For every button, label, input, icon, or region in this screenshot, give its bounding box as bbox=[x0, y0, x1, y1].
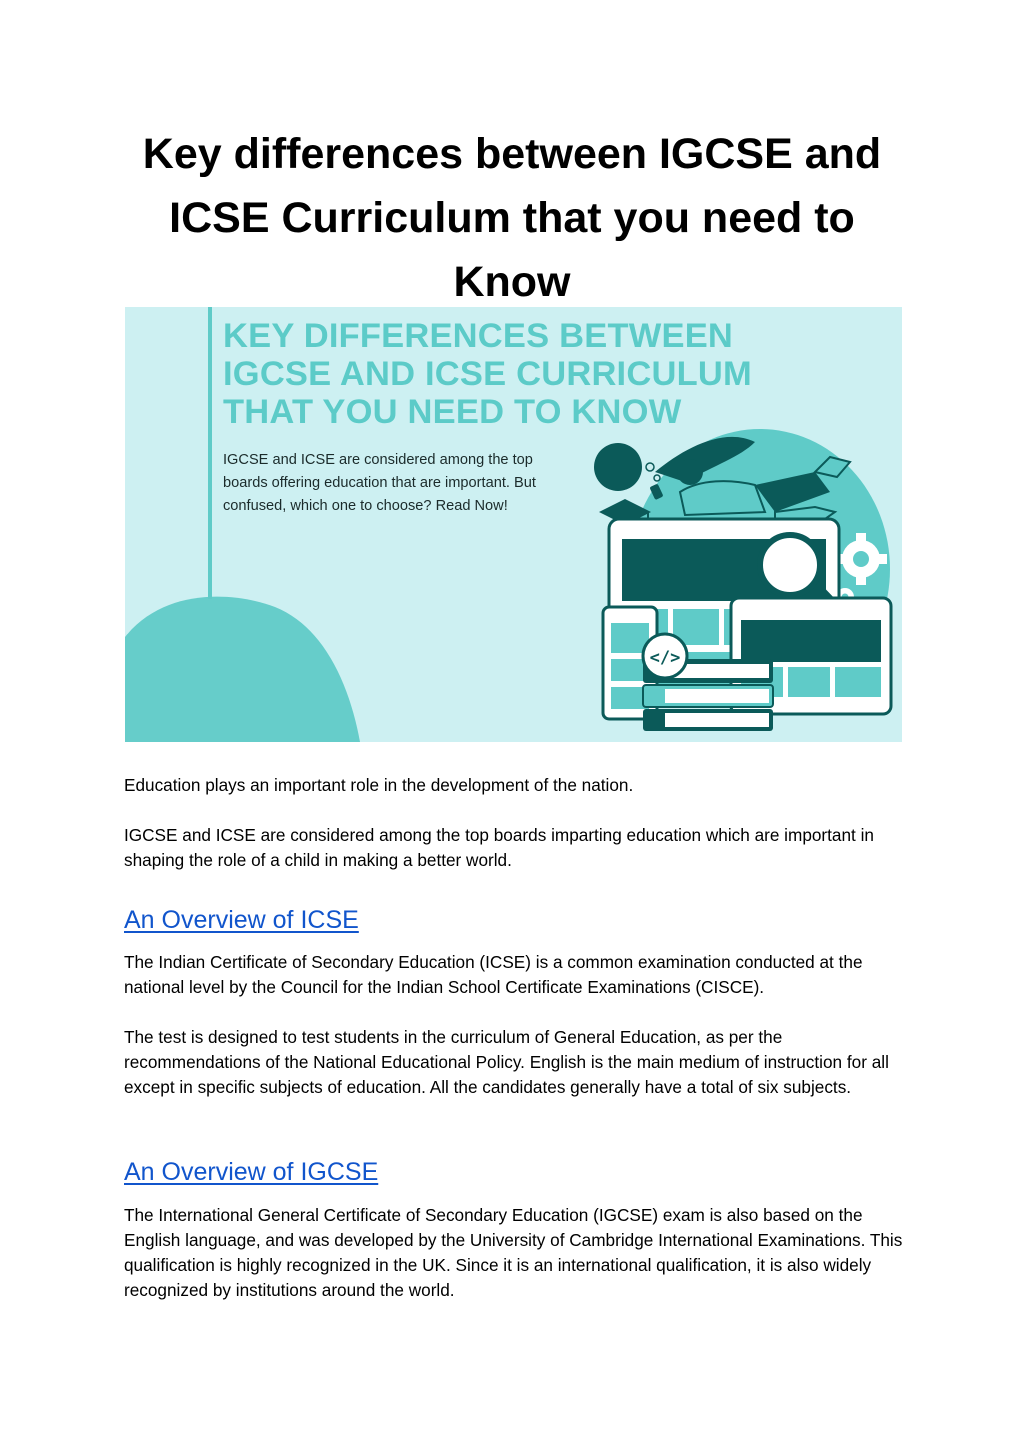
dark-ball bbox=[594, 443, 642, 491]
banner-heading bbox=[223, 317, 752, 431]
section-paragraph: The test is designed to test students in the curriculum of General Education, as per the recommendations of the National Educational Policy. English is the main medium of instruction for all except in specific subjects of education. All the candidates generally have a total of six subjects. bbox=[124, 1027, 889, 1097]
banner-image bbox=[125, 307, 902, 742]
section-heading-link[interactable]: An Overview of IGCSE bbox=[124, 1158, 379, 1186]
banner-subtext: IGCSE and ICSE are considered among the top boards offering education that are important. But confused, which one to choose? Read Now! bbox=[223, 452, 536, 514]
code-icon-text: </> bbox=[649, 648, 681, 668]
decorative-blob bbox=[125, 597, 360, 742]
banner-heading-line: KEY DIFFERENCES BETWEEN bbox=[223, 317, 734, 355]
section-heading-igcse[interactable] bbox=[124, 1157, 378, 1187]
intro-paragraph: Education plays an important role in the development of the nation. bbox=[124, 775, 634, 795]
section-heading-icse[interactable] bbox=[124, 905, 359, 935]
intro-paragraph: IGCSE and ICSE are considered among the top boards imparting education which are important in shaping the role of a child in making a better world. bbox=[124, 825, 874, 870]
banner-heading-line: IGCSE AND ICSE CURRICULUM bbox=[223, 355, 752, 393]
code-icon bbox=[643, 634, 687, 678]
section-paragraph: The International General Certificate of Secondary Education (IGCSE) exam is also based on the English language, and was developed by the University of Cambridge International Examinations. This qualification is highly recognized in the UK. Since it is an international qualification, it is also widely recognized by institutions around the world. bbox=[124, 1205, 903, 1300]
banner-divider-line bbox=[208, 307, 212, 599]
document-title: Key differences between IGCSE and ICSE Curriculum that you need to Know bbox=[142, 130, 882, 306]
section-paragraph: The Indian Certificate of Secondary Education (ICSE) is a common examination conducted at the national level by the Council for the Indian School Certificate Examinations (CISCE). bbox=[124, 952, 863, 997]
banner-heading-line: THAT YOU NEED TO KNOW bbox=[223, 393, 682, 431]
section-heading-link[interactable]: An Overview of ICSE bbox=[124, 906, 359, 934]
